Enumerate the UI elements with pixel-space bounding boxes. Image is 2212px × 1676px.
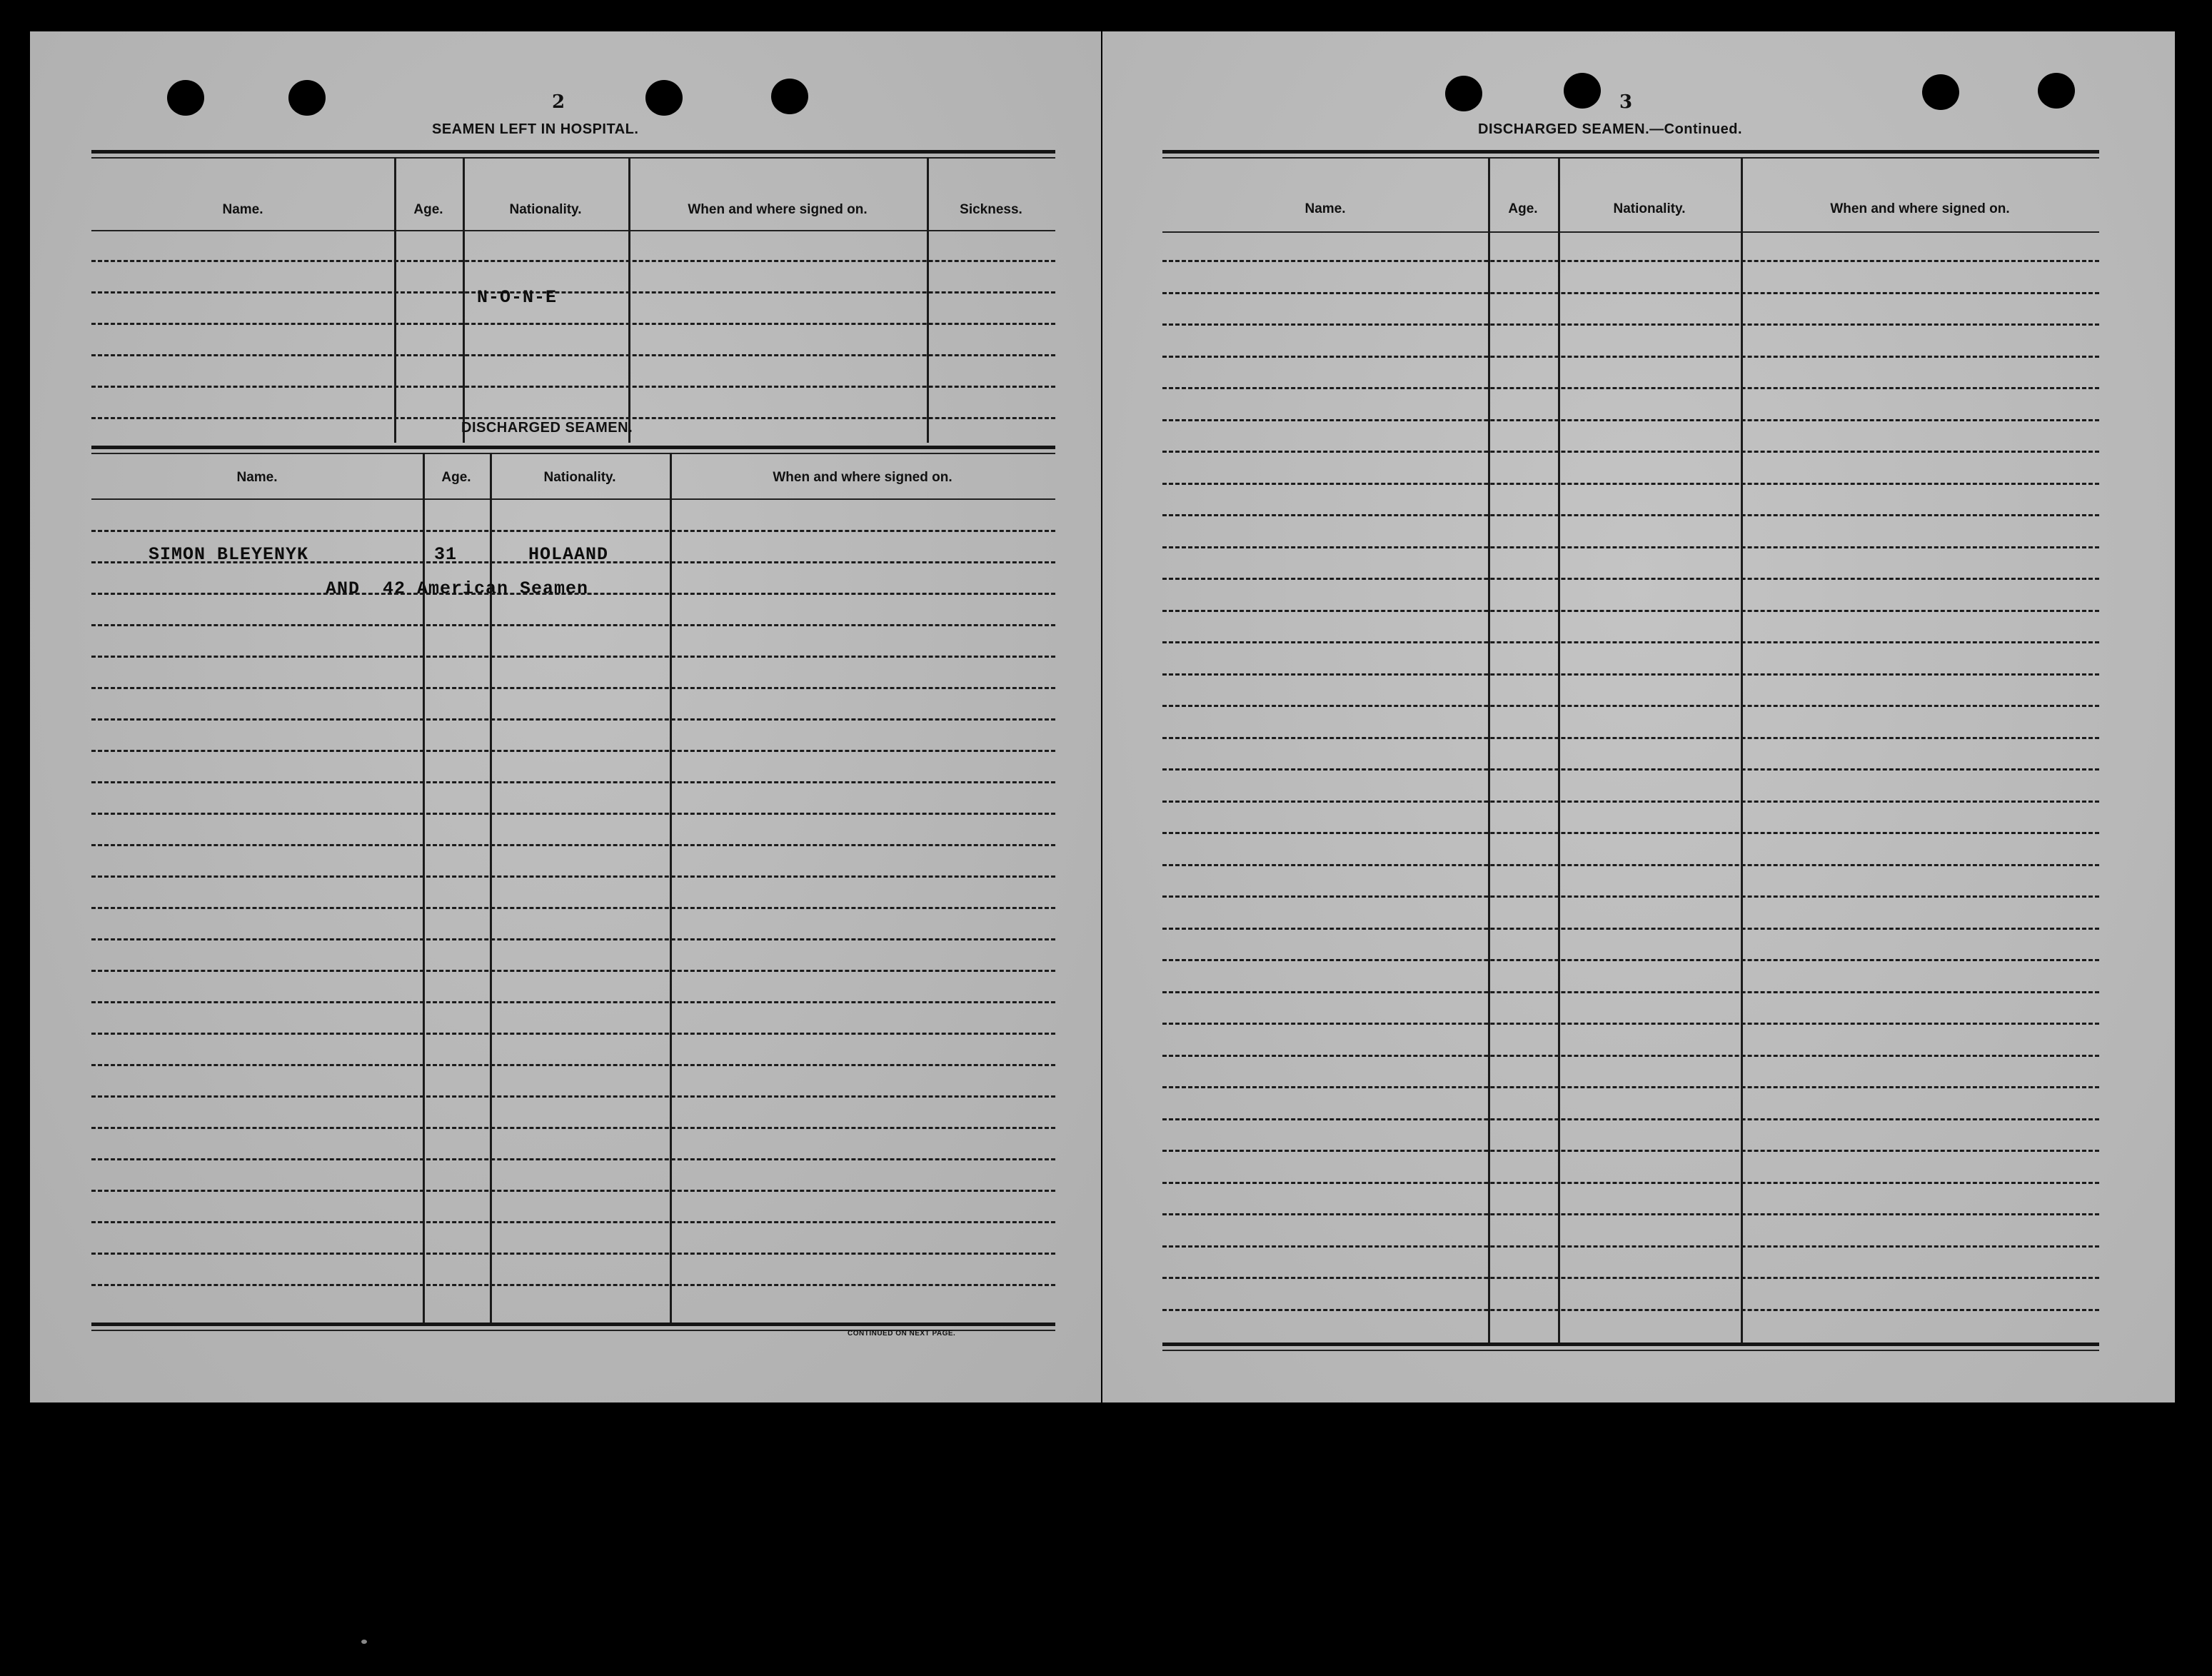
dotted-row-line xyxy=(1162,673,2099,676)
column-header-nationality: Nationality. xyxy=(543,470,616,485)
dotted-row-line xyxy=(1162,768,2099,771)
dotted-row-line xyxy=(1162,610,2099,612)
punch-hole xyxy=(1564,73,1601,109)
dotted-row-line xyxy=(1162,1023,2099,1025)
table-bottom-rule xyxy=(1162,1343,2099,1346)
dotted-row-line xyxy=(91,875,1055,878)
column-header-nationality: Nationality. xyxy=(509,202,582,217)
dotted-row-line xyxy=(91,813,1055,815)
punch-hole xyxy=(771,79,808,114)
dotted-row-line xyxy=(91,1253,1055,1255)
dotted-row-line xyxy=(91,1127,1055,1129)
punch-hole xyxy=(2038,73,2075,109)
table-bottom-rule xyxy=(91,1323,1055,1326)
table-top-rule xyxy=(91,150,1055,154)
dotted-row-line xyxy=(91,844,1055,846)
seaman-name: SIMON BLEYENYK xyxy=(149,544,309,565)
punch-hole xyxy=(1922,74,1959,110)
dotted-row-line xyxy=(91,323,1055,325)
dotted-row-line xyxy=(91,1064,1055,1066)
dotted-row-line xyxy=(91,1001,1055,1003)
column-divider xyxy=(1741,157,1743,1344)
dotted-row-line xyxy=(91,291,1055,293)
dotted-row-line xyxy=(1162,1213,2099,1215)
dotted-row-line xyxy=(1162,387,2099,389)
discharged-continued-table xyxy=(1162,150,2099,1364)
dotted-row-line xyxy=(1162,260,2099,262)
dotted-row-line xyxy=(1162,419,2099,421)
dotted-row-line xyxy=(1162,641,2099,643)
dotted-row-line xyxy=(1162,323,2099,326)
seaman-nationality: HOLAAND xyxy=(528,544,609,565)
column-header-name: Name. xyxy=(1304,201,1346,216)
right-page xyxy=(1102,31,2175,1402)
dotted-row-line xyxy=(1162,451,2099,453)
dotted-row-line xyxy=(91,1190,1055,1192)
dotted-row-line xyxy=(1162,832,2099,834)
dotted-row-line xyxy=(91,1284,1055,1286)
column-divider xyxy=(1558,157,1560,1344)
dotted-row-line xyxy=(91,970,1055,972)
dotted-row-line xyxy=(91,1033,1055,1035)
dotted-row-line xyxy=(91,530,1055,532)
dotted-row-line xyxy=(1162,1086,2099,1088)
discharged-continued-title: DISCHARGED SEAMEN.—Continued. xyxy=(1478,121,1743,137)
column-header-signed-on: When and where signed on. xyxy=(1830,201,2010,216)
dotted-row-line xyxy=(91,750,1055,752)
dotted-row-line xyxy=(1162,705,2099,707)
hospital-table xyxy=(91,150,1055,450)
dotted-row-line xyxy=(1162,514,2099,516)
scan-speck xyxy=(361,1640,367,1644)
dotted-row-line xyxy=(1162,1182,2099,1184)
header-rule xyxy=(91,498,1055,500)
column-divider xyxy=(628,157,630,443)
seaman-age: 31 xyxy=(434,544,458,565)
table-bottom-rule xyxy=(1162,1350,2099,1351)
column-divider xyxy=(670,453,672,1324)
continued-note: CONTINUED ON NEXT PAGE. xyxy=(848,1330,956,1338)
dotted-row-line xyxy=(91,417,1055,419)
discharged-section-title: DISCHARGED SEAMEN. xyxy=(461,420,633,436)
punch-hole xyxy=(1445,76,1482,111)
column-header-age: Age. xyxy=(1508,201,1538,216)
hospital-section-title: SEAMEN LEFT IN HOSPITAL. xyxy=(432,121,639,137)
dotted-row-line xyxy=(1162,928,2099,930)
column-header-nationality: Nationality. xyxy=(1613,201,1686,216)
table-top-rule xyxy=(91,446,1055,449)
dotted-row-line xyxy=(1162,356,2099,358)
column-divider xyxy=(394,157,396,443)
column-header-age: Age. xyxy=(413,202,443,217)
table-top-rule xyxy=(1162,157,2099,159)
dotted-row-line xyxy=(91,354,1055,356)
dotted-row-line xyxy=(1162,1150,2099,1152)
column-header-name: Name. xyxy=(236,470,278,485)
table-top-rule xyxy=(91,157,1055,159)
dotted-row-line xyxy=(91,656,1055,658)
dotted-row-line xyxy=(91,938,1055,940)
column-divider xyxy=(1488,157,1490,1344)
dotted-row-line xyxy=(91,260,1055,262)
page-number: 3 xyxy=(1619,91,1633,113)
dotted-row-line xyxy=(1162,737,2099,739)
punch-hole xyxy=(288,80,326,116)
column-header-signed-on: When and where signed on. xyxy=(773,470,952,485)
header-rule xyxy=(1162,231,2099,233)
table-top-rule xyxy=(91,453,1055,454)
hospital-entry: N-O-N-E xyxy=(477,287,558,308)
dotted-row-line xyxy=(91,386,1055,388)
punch-hole xyxy=(167,80,204,116)
dotted-row-line xyxy=(91,1095,1055,1098)
column-header-name: Name. xyxy=(222,202,263,217)
dotted-row-line xyxy=(1162,1277,2099,1279)
dotted-row-line xyxy=(1162,483,2099,485)
column-header-age: Age. xyxy=(441,470,471,485)
column-header-signed-on: When and where signed on. xyxy=(688,202,868,217)
dotted-row-line xyxy=(1162,292,2099,294)
dotted-row-line xyxy=(91,1221,1055,1223)
dotted-row-line xyxy=(91,624,1055,626)
dotted-row-line xyxy=(1162,991,2099,993)
dotted-row-line xyxy=(91,687,1055,689)
dotted-row-line xyxy=(1162,1055,2099,1057)
dotted-row-line xyxy=(1162,959,2099,961)
discharged-table xyxy=(91,446,1055,1345)
column-divider xyxy=(463,157,465,443)
dotted-row-line xyxy=(1162,578,2099,580)
left-page xyxy=(30,31,1101,1402)
dotted-row-line xyxy=(1162,1309,2099,1311)
table-top-rule xyxy=(1162,150,2099,154)
dotted-row-line xyxy=(1162,1118,2099,1120)
dotted-row-line xyxy=(1162,801,2099,803)
dotted-row-line xyxy=(1162,546,2099,548)
column-header-sickness: Sickness. xyxy=(960,202,1022,217)
punch-hole xyxy=(645,80,683,116)
dotted-row-line xyxy=(91,718,1055,721)
dotted-row-line xyxy=(1162,1245,2099,1248)
additional-seamen-note: AND 42 American Seamen xyxy=(326,578,589,599)
dotted-row-line xyxy=(91,781,1055,783)
dotted-row-line xyxy=(91,1158,1055,1160)
dotted-row-line xyxy=(1162,895,2099,898)
column-divider xyxy=(927,157,929,443)
dotted-row-line xyxy=(1162,864,2099,866)
page-number: 2 xyxy=(552,91,565,113)
dotted-row-line xyxy=(91,907,1055,909)
header-rule xyxy=(91,230,1055,231)
